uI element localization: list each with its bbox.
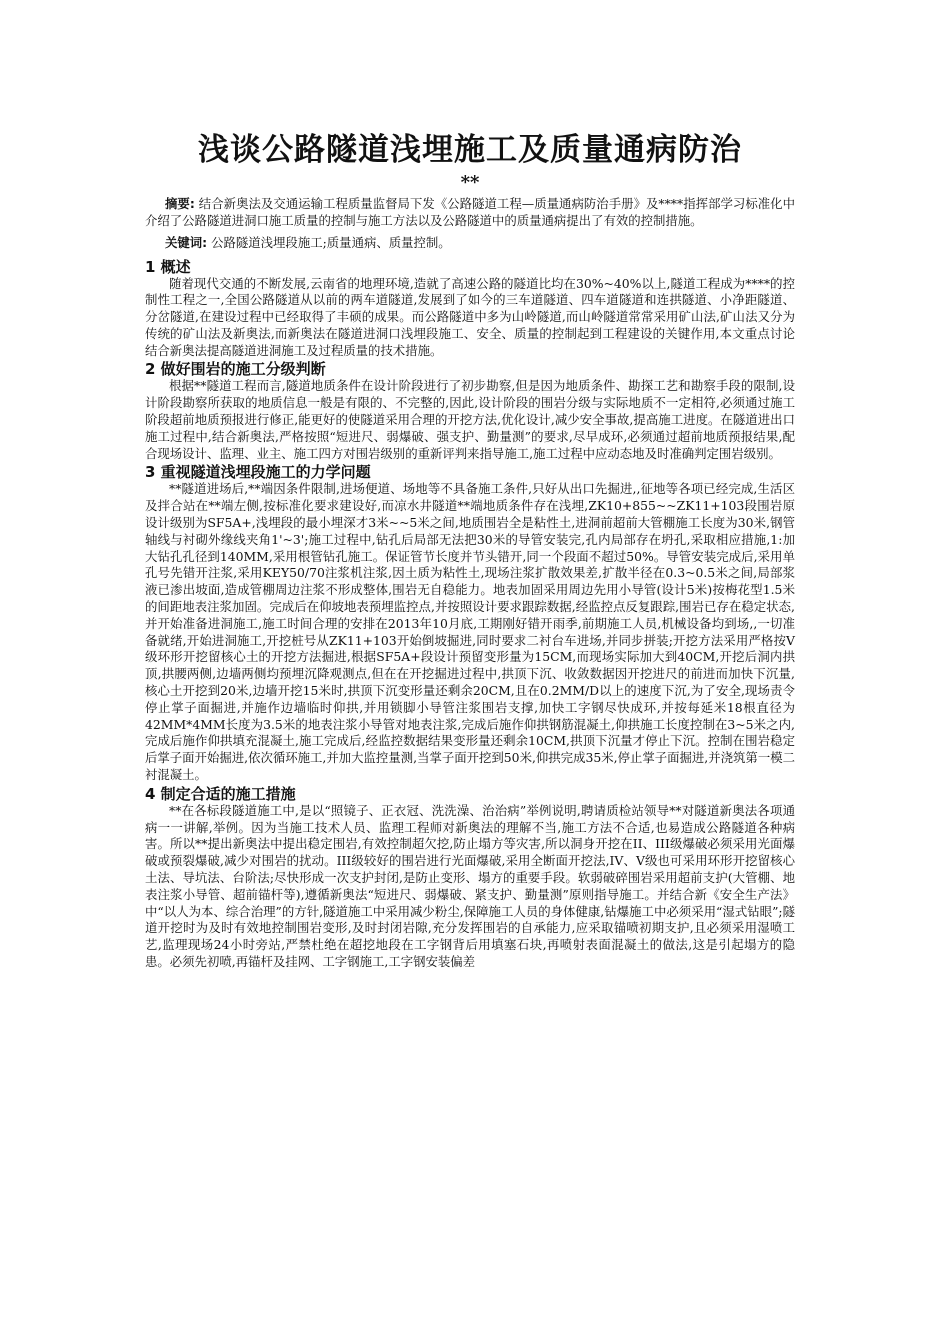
section-heading: 2 做好围岩的施工分级判断 — [145, 360, 326, 379]
paragraph: 随着现代交通的不断发展,云南省的地理环境,造就了高速公路的隧道比均在30%~40%以上,隧道工程成为****的控制性工程之一,全国公路隧道从以前的两车道隧道,发展到了如今的三车道隧道、四车道隧道和连拱隧道、小净距隧道、分岔隧道,在建设过程中已经取得了丰硕的成果。而公路隧道中多为山岭隧道,而山岭隧道常常采用矿山法,矿山法又分为传统的矿山法及新奥法,而新奥法在隧道进洞口浅埋段施工、安全、质量的控制起到工程建设的关键作用,本文重点讨论结合新奥法提高隧道进洞施工及过程质量的技术措施。 — [145, 275, 795, 358]
section-heading: 3 重视隧道浅埋段施工的力学问题 — [145, 463, 371, 482]
section-heading: 4 制定合适的施工措施 — [145, 784, 296, 803]
keywords — [145, 235, 795, 252]
keywords-label: 关键词: — [165, 235, 208, 250]
author: ** — [460, 172, 480, 193]
paragraph: **隧道进场后,**端因条件限制,进场便道、场地等不具备施工条件,只好从出口先掘进,,征地等各项已经完成,生活区及拌合站在**端左侧,按标准化要求建设好,而凉水井隧道**端地质条件存在浅埋,ZK10+855~~ZK11+103段围岩原设计级别为SF5A+,浅埋段的最小埋深才3米~~5米之间,地质围岩全是粘性土,进洞前超前大管棚施工长度为30米,钢管轴线与衬砌外缘线夹角1'~3';施工过程中,钻孔后局部无法把30米的导管安装完,孔内局部存在坍孔,采取相应措施,1:加大钻孔孔径到140MM,采用根管钻孔施工。保证管节长度并节头错开,同一个段面不超过50%。导管安装完成后,采用单孔号先错开注浆,采用KEY50/70注浆机注浆,因土质为粘性土,现场注浆扩散效果差,扩散半径在0.3~0.5米之间,局部浆液已渗出坡面,造成管棚周边注浆不形成整体,围岩无自稳能力。地表加固采用周边先用小导管(设计5米)按梅花型1.5米的间距地表注浆加固。完成后在仰坡地表预埋监控点,并按照设计要求跟踪数据,经监控点反复跟踪,围岩已存在稳定状态,并开始准备进洞施工,施工时间合理的安排在2013年10月底,工期刚好错开雨季,前期施工人员,机械设备均到场,,一切准备就绪,开始进洞施工,开挖桩号从ZK11+103开始倒坡掘进,同时要求二衬台车进场,并同步拼装;开挖方法采用严格按V级环形开挖留核心土的开挖方法掘进,根据SF5A+段设计预留变形量为15CM,而现场实际加大到40CM,开挖后洞内拱顶,拱腰两侧,边墙两侧均预埋沉降观测点,但在在开挖掘进过程中,拱顶下沉、收敛数据因开挖进尺的前进而加快下沉量,核心土开挖到20米,边墙开挖15米时,拱顶下沉变形量还剩余20CM,且在0.2MM/D以上的速度下沉,为了安全,现场责令停止掌子面掘进,并施作边墙临时仰拱,并用锁脚小导管注浆围岩支撑,加快工字钢尽快成环,并按每延米18根直径为42MM*4MM长度为3.5米的地表注浆小导管对地表注浆,完成后施作仰拱钢筋混凝土,仰拱施工长度控制在3~5米之内,完成后施作仰拱填充混凝土,施工完成后,经监控数据结果变形量还剩余10CM,拱顶下沉量才停止下沉。控制在围岩稳定后掌子面开始掘进,依次循环施工,并加大监控量测,当掌子面开挖到50米,仰拱完成35米,停止掌子面掘进,并浇筑第一模二衬混凝土。 — [145, 481, 795, 783]
paragraph: **在各标段隧道施工中,是以“照镜子、正衣冠、洗洗澡、治治病”举例说明,聘请质检站领导**对隧道新奥法各项通病一一讲解,举例。因为当施工技术人员、监理工程师对新奥法的理解不当,施工方法不合适,也易造成公路隧道各种病害。所以**提出新奥法中提出稳定围岩,有效控制超欠挖,防止塌方等灾害,所以洞身开挖在II、III级爆破必须采用光面爆破或预裂爆破,减少对围岩的扰动。III级较好的围岩进行光面爆破,采用全断面开挖法,IV、V级也可采用环形开挖留核心土法、导坑法、台阶法;尽快形成一次支护封闭,是防止变形、塌方的重要手段。软弱破碎围岩采用超前支护(大管棚、地表注浆小导管、超前锚杆等),遵循新奥法“短进尺、弱爆破、紧支护、勤量测”原则指导施工。并结合新《安全生产法》中“以人为本、综合治理”的方针,隧道施工中采用减少粉尘,保障施工人员的身体健康,钻爆施工中必须采用“湿式钻眼”;隧道开挖时为及时有效地控制围岩变形,及时封闭岩隙,充分发挥围岩的自承能力,应采取锚喷初期支护,且必须采用湿喷工艺,监理现场24小时旁站,严禁杜绝在超挖地段在工字钢背后用填塞石块,再喷射表面混凝土的做法,这是引起塌方的隐患。必须先初喷,再锚杆及挂网、工字钢施工,工字钢安装偏差 — [145, 802, 795, 969]
section-heading: 1 概述 — [145, 257, 191, 276]
document-page — [145, 128, 795, 971]
abstract-text: 结合新奥法及交通运输工程质量监督局下发《公路隧道工程—质量通病防治手册》及****指挥部学习标准化中介绍了公路隧道进洞口施工质量的控制与施工方法以及公路隧道中的质量通病提出了有效的控制措施。 — [145, 196, 795, 228]
section-2 — [145, 360, 795, 462]
keywords-text: 公路隧道浅埋段施工;质量通病、质量控制。 — [211, 235, 451, 250]
section-1 — [145, 258, 795, 360]
paragraph: 根据**隧道工程而言,隧道地质条件在设计阶段进行了初步勘察,但是因为地质条件、勘探工艺和勘察手段的限制,设计阶段勘察所获取的地质信息一般是有限的、不完整的,因此,设计阶段的围岩分级与实际地质不一定相符,必须通过施工阶段超前地质预报进行修正,能更好的使隧道采用合理的开挖方法,优化设计,减少安全事故,提高施工进度。在隧道进出口施工过程中,结合新奥法,严格按照“短进尺、弱爆破、强支护、勤量测”的要求,尽早成环,必须通过超前地质预报结果,配合现场设计、监理、业主、施工四方对围岩级别的重新评判来指导施工,施工过程中应动态地及时准确判定围岩级别。 — [145, 378, 795, 461]
abstract-label: 摘要: — [165, 196, 195, 211]
section-4 — [145, 785, 795, 971]
abstract — [145, 196, 795, 229]
section-3 — [145, 463, 795, 783]
document-title: 浅谈公路隧道浅埋施工及质量通病防治 — [198, 132, 742, 168]
